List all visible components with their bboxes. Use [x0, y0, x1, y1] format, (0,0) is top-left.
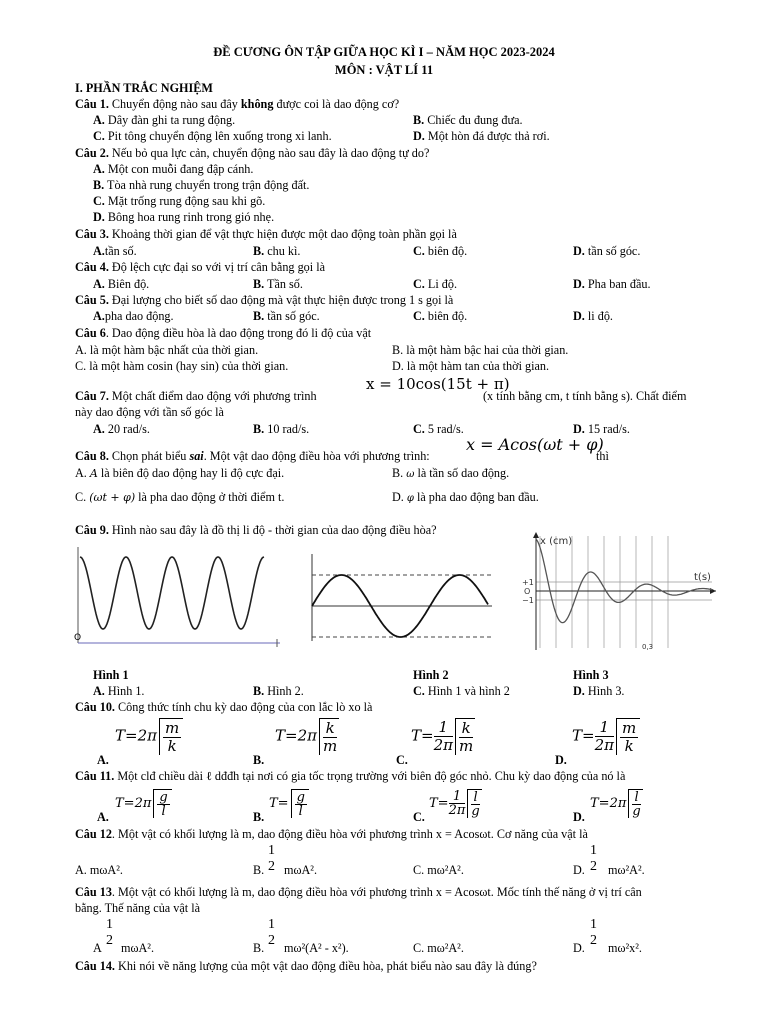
q10-option-d: D. — [555, 753, 567, 767]
q10-option-a: A. — [97, 753, 109, 767]
q6-option-b: B. là một hàm bậc hai của thời gian. — [392, 343, 569, 357]
q1-option-a: A. Dây đàn ghi ta rung động. — [93, 113, 236, 127]
q12-option-c: C. mω²A². — [413, 863, 464, 877]
question-10: Câu 10. Công thức tính chu kỳ dao động của con lắc lò xo là — [75, 700, 373, 714]
question-2: Câu 2. Nếu bỏ qua lực cản, chuyển động nào sau đây là dao động tự do? — [75, 146, 430, 160]
q12-option-d: mω²A². — [608, 863, 645, 877]
q13-option-b-label: B. — [253, 941, 265, 955]
q1-bold: không — [240, 97, 274, 111]
section-heading: I. PHẦN TRẮC NGHIỆM — [75, 81, 213, 95]
q13-half-d: 1 2 — [590, 917, 597, 948]
fig3-y-label: x (cm) — [540, 536, 573, 547]
q6-option-c: C. là một hàm cosin (hay sin) của thời gian. — [75, 359, 289, 373]
q13-text-line2: bằng. Thế năng của vật là — [75, 901, 200, 915]
figure-3-graph — [516, 530, 726, 654]
q7-formula: x = 10cos(15t + π) — [366, 375, 510, 393]
q6-option-a: A. là một hàm bậc nhất của thời gian. — [75, 343, 259, 357]
fig3-origin: O — [524, 587, 531, 596]
q11-formula-b: T= $\frac{g}{l}$ — [269, 789, 309, 818]
q3-option-b: B. chu kì. — [253, 244, 301, 258]
q9-option-d: D. Hình 3. — [573, 684, 625, 698]
q1-text2: được coi là dao động cơ? — [276, 97, 400, 111]
q2-option-d: D. Bông hoa rung rinh trong gió nhẹ. — [93, 210, 275, 224]
question-9: Câu 9. Hình nào sau đây là đồ thị li độ - thời gian của dao động điều hòa? — [75, 523, 437, 537]
q13-option-d-label: D. — [573, 941, 585, 955]
q13-option-b: mω²(A² - x²). — [284, 941, 349, 955]
q2-option-b: B. Tòa nhà rung chuyển trong trận động đất. — [93, 178, 310, 192]
question-11: Câu 11. Một clđ chiều dài ℓ dđđh tại nơi có gia tốc trọng trường với biên độ góc nhỏ. Chu kỳ dao động của nó là — [75, 769, 626, 783]
q5-option-d: D. li độ. — [573, 309, 613, 323]
q3-option-d: D. tần số góc. — [573, 244, 641, 258]
q10-option-b: B. — [253, 753, 265, 767]
q13-option-d: mω²x². — [608, 941, 642, 955]
q12-option-d-label: D. — [573, 863, 585, 877]
q1-option-d: D. Một hòn đá được thả rơi. — [413, 129, 550, 143]
question-7: Câu 7. Một chất điểm dao động với phương trình — [75, 389, 317, 403]
q4-option-b: B. Tần số. — [253, 277, 303, 291]
q12-option-a: A. mωA². — [75, 863, 123, 877]
question-5: Câu 5. Đại lượng cho biết số dao động mà vật thực hiện được trong 1 s gọi là — [75, 293, 454, 307]
question-3: Câu 3. Khoảng thời gian để vật thực hiện được một dao động toàn phần gọi là — [75, 227, 457, 241]
q8-option-b: B. ω là tần số dao động. — [392, 466, 510, 480]
q7-option-a: A. 20 rad/s. — [93, 422, 150, 436]
question-13: Câu 13. Một vật có khối lượng là m, dao động điều hòa với phương trình x = Acosωt. Mốc tính thế năng ở vị trí cân — [75, 885, 642, 899]
figure-2-caption: Hình 2 — [413, 668, 449, 682]
q3-option-a: A.tần số. — [93, 244, 137, 258]
fig3-x-label: t(s) — [694, 572, 711, 583]
q13-option-a-label: A — [93, 941, 102, 955]
subject-title: MÔN : VẬT LÍ 11 — [334, 63, 434, 77]
question-6: Câu 6. Dao động điều hòa là dao động trong đó li độ của vật — [75, 326, 372, 340]
q11-formula-c: T= $\frac{1}{2\pi}$ $\frac{l}{g}$ — [429, 789, 480, 819]
q10-formula-b: T=2π $\frac{k}{m}$ — [275, 719, 338, 755]
q3-option-c: C. biên độ. — [413, 244, 468, 258]
q1-label: Câu 1. — [75, 97, 109, 111]
q7-option-d: D. 15 rad/s. — [573, 422, 630, 436]
q2-option-a: A. Một con muỗi đang đập cánh. — [93, 162, 254, 176]
question-14: Câu 14. Khi nói về năng lượng của một vật dao động điều hòa, phát biểu nào sau đây là đúng? — [75, 959, 537, 973]
q12-half-b: 1 2 — [268, 843, 275, 874]
q4-option-a: A. Biên độ. — [93, 277, 150, 291]
q13-half-a: 1 2 — [106, 917, 113, 948]
question-1 — [75, 96, 399, 112]
q11-option-a: A. — [97, 810, 109, 824]
q11-option-b: B. — [253, 810, 265, 824]
q12-half-d: 1 2 — [590, 843, 597, 874]
q1-text: Chuyển động nào sau đây — [111, 97, 238, 111]
q8-option-c: C. (ωt + φ) là pha dao động ở thời điểm t. — [75, 490, 285, 504]
q8-option-d: D. φ là pha dao động ban đầu. — [392, 490, 539, 504]
q5-option-a: A.pha dao động. — [93, 309, 174, 323]
q13-option-c: C. mω²A². — [413, 941, 464, 955]
fig1-origin: O — [74, 633, 82, 643]
fig1-curve — [80, 557, 264, 629]
fig3-minus1: −1 — [522, 596, 534, 605]
q7-option-c: C. 5 rad/s. — [413, 422, 464, 436]
question-4: Câu 4. Độ lệch cực đại so với vị trí cân bằng gọi là — [75, 260, 325, 274]
q12-option-b-label: B. — [253, 863, 265, 877]
q13-option-a: mωA². — [121, 941, 155, 955]
q7-text-line2: này dao động với tần số góc là — [75, 405, 224, 419]
figure-1-graph — [72, 547, 284, 647]
question-12: Câu 12. Một vật có khối lượng là m, dao động điều hòa với phương trình x = Acosωt. Cơ năng của vật là — [75, 827, 588, 841]
q11-option-d: D. — [573, 810, 585, 824]
fig3-curve — [536, 539, 712, 623]
q2-option-c: C. Mặt trống rung động sau khi gõ. — [93, 194, 266, 208]
q5-option-b: B. tần số góc. — [253, 309, 320, 323]
fig3-plus1: +1 — [522, 578, 534, 587]
q4-option-c: C. Li độ. — [413, 277, 458, 291]
q7-option-b: B. 10 rad/s. — [253, 422, 310, 436]
figure-2-graph — [306, 551, 496, 643]
q9-option-c: C. Hình 1 và hình 2 — [413, 684, 510, 698]
q1-option-c: C. Pit tông chuyển động lên xuống trong xi lanh. — [93, 129, 332, 143]
question-8: Câu 8. Chọn phát biểu sai. Một vật dao động điều hòa với phương trình: — [75, 449, 430, 463]
figure-3-caption: Hình 3 — [573, 668, 609, 682]
q13-half-b: 1 2 — [268, 917, 275, 948]
q9-option-a: A. Hình 1. — [93, 684, 145, 698]
fig3-time-mark: 0,3 — [642, 643, 654, 651]
q12-option-b: mωA². — [284, 863, 318, 877]
q5-option-c: C. biên độ. — [413, 309, 468, 323]
q1-option-b: B. Chiếc đu đung đưa. — [413, 113, 523, 127]
q10-formula-a: T=2π $\frac{m}{k}$ — [115, 718, 183, 755]
q10-formula-d: T= $\frac{1}{2\pi}$ $\frac{m}{k}$ — [572, 718, 640, 755]
q9-option-b: B. Hình 2. — [253, 684, 304, 698]
q11-option-c: C. — [413, 810, 425, 824]
q7-text-cont: (x tính bằng cm, t tính bằng s). Chất điểm — [483, 389, 687, 403]
q8-option-a: A. A là biên độ dao động hay li độ cực đại. — [75, 466, 285, 480]
q8-text-end: thì — [596, 449, 609, 463]
q4-option-d: D. Pha ban đầu. — [573, 277, 651, 291]
figure-1-caption: Hình 1 — [93, 668, 129, 682]
q10-option-c: C. — [396, 753, 408, 767]
q6-option-d: D. là một hàm tan của thời gian. — [392, 359, 550, 373]
exam-title: ĐỀ CƯƠNG ÔN TẬP GIỮA HỌC KÌ I – NĂM HỌC 2023-2024 — [213, 45, 555, 59]
q11-formula-d: T=2π $\frac{l}{g}$ — [590, 790, 641, 819]
q10-formula-c: T= $\frac{1}{2\pi}$ $\frac{k}{m}$ — [411, 718, 474, 755]
q8-formula: x = Acos(ωt + φ) — [466, 435, 604, 454]
q11-formula-a: T=2π $\frac{g}{l}$ — [115, 789, 172, 818]
